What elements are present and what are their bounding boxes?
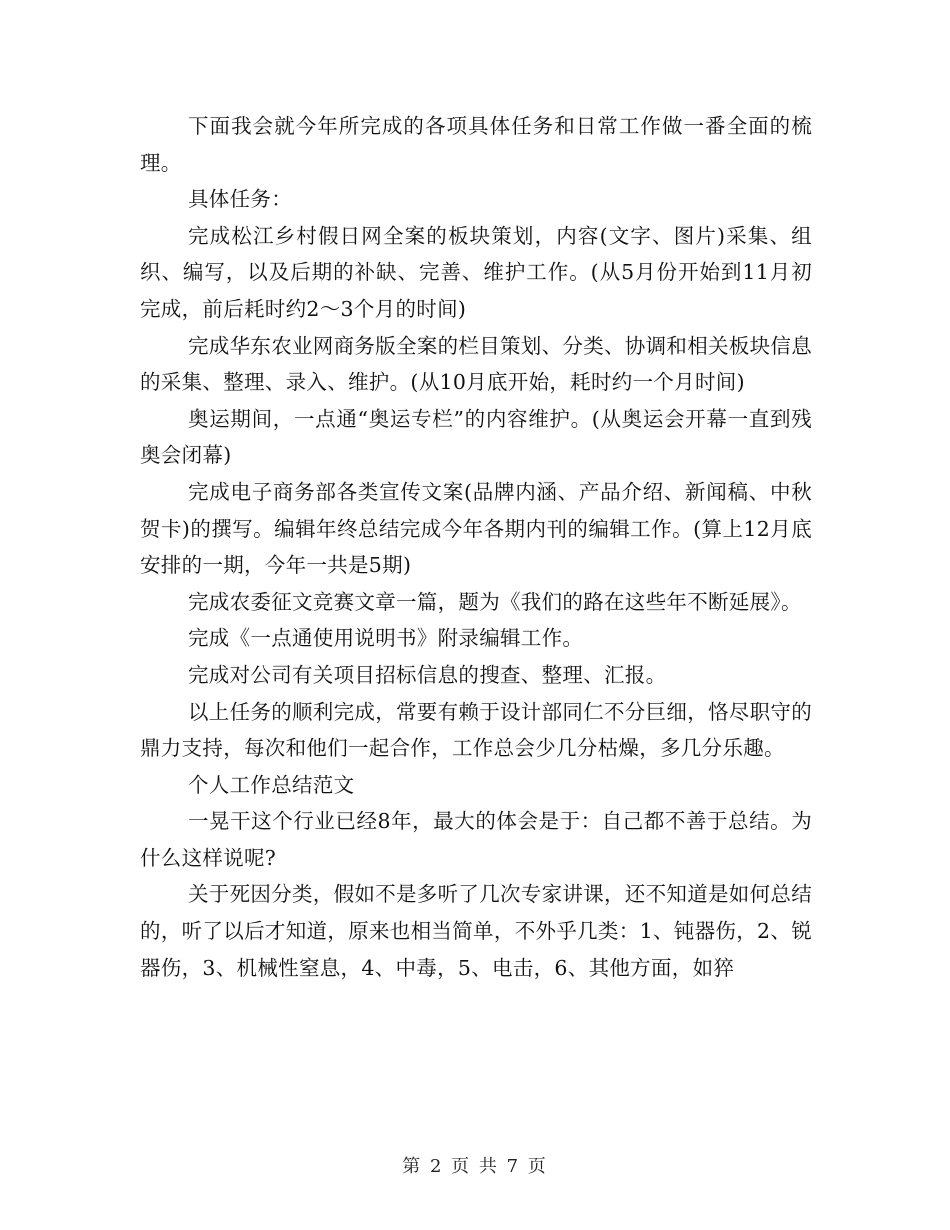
paragraph-experience: 一晃干这个行业已经8年，最大的体会是于：自己都不善于总结。为什么这样说呢? [140,809,812,870]
document-body [140,108,812,986]
page-number-footer: 第 2 页 共 7 页 [402,1156,548,1177]
paragraph-intro: 下面我会就今年所完成的各项具体任务和日常工作做一番全面的梳理。 [140,114,812,175]
paragraph-task-huadong: 完成华东农业网商务版全案的栏目策划、分类、协调和相关板块信息的采集、整理、录入、维护。(从10月底开始，耗时约一个月时间) [140,333,812,395]
paragraph-task-essay: 完成农委征文竞赛文章一篇，题为《我们的路在这些年不断延展》。 [188,589,802,614]
section-heading: 个人工作总结范文 [188,772,355,797]
paragraph-task-copywriting: 完成电子商务部各类宣传文案(品牌内涵、产品介绍、新闻稿、中秋贺卡)的撰写。编辑年终总结完成今年各期内刊的编辑工作。(算上12月底安排的一期，今年一共是5期) [140,479,812,578]
paragraph-death-causes: 关于死因分类，假如不是多听了几次专家讲课，还不知道是如何总结的，听了以后才知道，原来也相当简单，不外乎几类：1、钝器伤，2、锐器伤，3、机械性窒息，4、中毒，5、电击，6、其他方面，如猝 [140,882,812,980]
paragraph-task-manual: 完成《一点通使用说明书》附录编辑工作。 [188,626,584,651]
paragraph-heading-tasks: 具体任务： [188,187,292,212]
paragraph-task-bidding: 完成对公司有关项目招标信息的搜查、整理、汇报。 [188,662,667,687]
paragraph-thanks: 以上任务的顺利完成，常要有赖于设计部同仁不分巨细，恪尽职守的鼎力支持，每次和他们一起合作，工作总会少几分枯燥，多几分乐趣。 [140,699,812,761]
paragraph-task-olympics: 奥运期间，一点通“奥运专栏”的内容维护。(从奥运会开幕一直到残奥会闭幕) [140,406,812,468]
paragraph-task-songjiang: 完成松江乡村假日网全案的板块策划，内容(文字、图片)采集、组织、编写，以及后期的补缺、完善、维护工作。(从5月份开始到11月初完成，前后耗时约2～3个月的时间) [140,223,812,321]
